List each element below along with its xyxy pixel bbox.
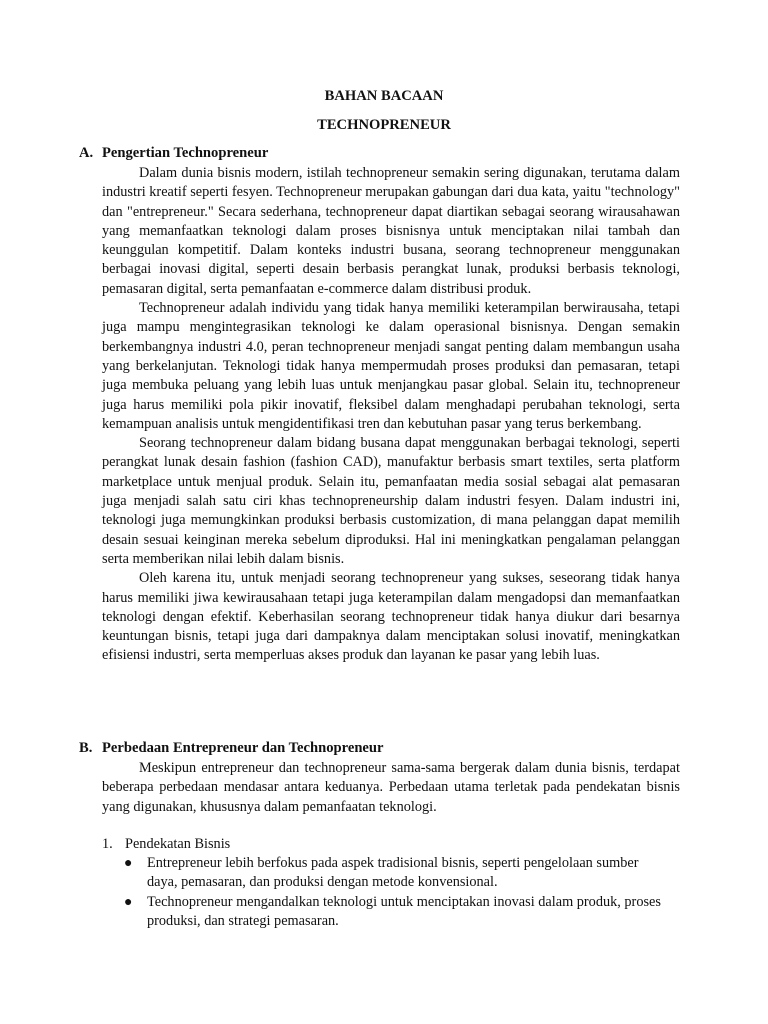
bullet-icon: ● — [124, 856, 133, 871]
list-item — [124, 854, 672, 893]
section-a-heading — [79, 145, 268, 162]
section-b-heading — [79, 740, 384, 757]
bullet-text: Technopreneur mengandalkan teknologi untuk menciptakan inovasi dalam produk, proses produksi, dan strategi pemasaran. — [147, 893, 661, 929]
paragraph: Oleh karena itu, untuk menjadi seorang technopreneur yang sukses, seseorang tidak hanya harus memiliki jiwa kewirausahaan tetapi juga keterampilan dalam mengadopsi dan memanfaatkan teknologi dengan efektif. Keberhasilan seorang technopreneur tidak hanya diukur dari besarnya keuntungan bisnis, tetapi juga dari dampaknya dalam menciptakan solusi inovatif, meningkatkan efisiensi industri, serta memperluas akses produk dan layanan ke pasar yang lebih luas. — [102, 570, 680, 664]
numbered-item-number: 1. — [102, 836, 113, 852]
section-b-letter: B. — [79, 740, 93, 756]
document-subtitle: TECHNOPRENEUR — [317, 117, 451, 133]
numbered-item-label: Pendekatan Bisnis — [125, 836, 231, 852]
section-a-letter: A. — [79, 145, 94, 161]
paragraph: Dalam dunia bisnis modern, istilah technopreneur semakin sering digunakan, terutama dalam industri kreatif seperti fesyen. Technopreneur merupakan gabungan dari dua kata, yaitu "technology" dan "entrepreneur." Secara sederhana, technopreneur dapat diartikan sebagai seorang wirausahawan yang memanfaatkan teknologi dalam proses bisnisnya untuk menciptakan nilai tambah dan keunggulan kompetitif. Dalam konteks industri busana, seorang technopreneur menggunakan berbagai inovasi digital, seperti desain berbasis perangkat lunak, produksi berbasis teknologi, pemasaran digital, serta pemanfaatan e-commerce dalam distribusi produk. — [102, 165, 680, 297]
bullet-list — [124, 854, 672, 931]
list-item — [124, 893, 672, 932]
section-b-body — [102, 759, 680, 817]
section-a-body — [102, 164, 680, 666]
bullet-text: Entrepreneur lebih berfokus pada aspek tradisional bisnis, seperti pengelolaan sumber daya, pemasaran, dan produksi dengan metode konvensional. — [147, 855, 639, 891]
numbered-item — [102, 836, 230, 853]
document-title: BAHAN BACAAN — [324, 88, 444, 104]
bullet-icon: ● — [124, 894, 133, 910]
paragraph: Meskipun entrepreneur dan technopreneur sama-sama bergerak dalam dunia bisnis, terdapat beberapa perbedaan mendasar antara keduanya. Perbedaan utama terletak pada pendekatan bisnis yang digunakan, khususnya dalam pemanfaatan teknologi. — [102, 760, 680, 815]
paragraph: Technopreneur adalah individu yang tidak hanya memiliki keterampilan berwirausaha, tetapi juga mampu mengintegrasikan teknologi ke dalam operasional bisnisnya. Dengan semakin berkembangnya industri 4.0, peran technopreneur menjadi sangat penting dalam membangun usaha yang berkelanjutan. Teknologi tidak hanya mempermudah proses produksi dan pemasaran, tetapi juga membuka peluang yang lebih luas untuk menjangkau pasar global. Selain itu, technopreneur juga harus memiliki pola pikir inovatif, fleksibel dalam menghadapi perubahan teknologi, serta kemampuan analisis untuk mengidentifikasi tren dan kebutuhan pasar yang terus berkembang. — [102, 300, 680, 432]
paragraph: Seorang technopreneur dalam bidang busana dapat menggunakan berbagai teknologi, seperti perangkat lunak desain fashion (fashion CAD), manufaktur berbasis smart textiles, serta platform marketplace untuk menjual produk. Selain itu, pemanfaatan media sosial sebagai alat pemasaran juga menjadi salah satu ciri khas technopreneurship dalam industri fesyen. Dalam industri ini, teknologi juga memungkinkan produksi berbasis customization, di mana pelanggan dapat memilih desain sesuai keinginan mereka sebelum diproduksi. Hal ini meningkatkan pengalaman pelanggan serta memberikan nilai lebih dalam bisnis. — [102, 435, 680, 567]
section-a-title: Pengertian Technopreneur — [102, 145, 269, 161]
section-b-title: Perbedaan Entrepreneur dan Technopreneur — [102, 740, 384, 756]
